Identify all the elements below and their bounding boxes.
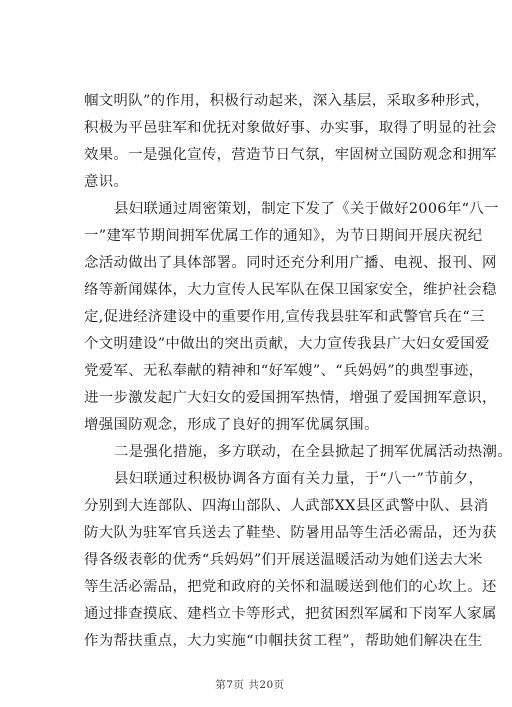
page-number-footer: 第7页 共20页 (215, 679, 285, 691)
text-line: 进一步激发起广大妇女的爱国拥军热情，增强了爱国拥军意识， (84, 390, 497, 406)
text-line: 积极为平邑驻军和优抚对象做好事、办实事，取得了明显的社会 (84, 120, 497, 136)
paragraph-first-line: 县妇联通过周密策划，制定下发了《关于做好2006年“八一 (114, 201, 499, 217)
text-line: 通过排查摸底、建档立卡等形式，把贫困烈军属和下岗军人家属 (84, 606, 497, 622)
text-line: 效果。一是强化宣传，营造节日气氛，牢固树立国防观念和拥军 (84, 147, 497, 163)
text-line: 络等新闻媒体，大力宣传人民军队在保卫国家安全，维护社会稳 (84, 282, 497, 298)
text-line: 等生活必需品，把党和政府的关怀和温暖送到他们的心坎上。还 (84, 579, 497, 595)
text-line: 意识。 (84, 174, 129, 190)
text-line: 念活动做出了具体部署。同时还充分利用广播、电视、报刊、网 (84, 255, 497, 271)
text-line: 作为帮扶重点，大力实施“巾帼扶贫工程”，帮助她们解决在生 (84, 633, 483, 649)
text-line: 分别到大连部队、四海山部队、人武部XX县区武警中队、县消 (84, 498, 489, 514)
body-text (84, 88, 512, 655)
text-line: 增强国防观念，形成了良好的拥军优属氛围。 (84, 417, 379, 433)
text-line: 定,促进经济建设中的重要作用,宣传我县驻军和武警官兵在“三 (84, 309, 485, 325)
text-line: 个文明建设”中做出的突出贡献，大力宣传我县广大妇女爱国爱 (84, 336, 490, 352)
text-line: 党爱军、无私奉献的精神和“好军嫂”、“兵妈妈”的典型事迹， (84, 363, 484, 379)
text-line: 得各级表彰的优秀“兵妈妈”们开展送温暖活动为她们送去大米 (84, 552, 483, 568)
paragraph-first-line: 县妇联通过积极协调各方面有关力量，于“八一”节前夕， (114, 471, 484, 487)
text-line: 防大队为驻军官兵送去了鞋垫、防暑用品等生活必需品，还为获 (84, 525, 497, 541)
text-line: 帼文明队”的作用，积极行动起来，深入基层，采取多种形式， (84, 93, 490, 109)
section-heading-line: 二是强化措施，多方联动，在全县掀起了拥军优属活动热潮。 (114, 444, 512, 460)
text-line: 一”建军节期间拥军优属工作的通知》，为节日期间开展庆祝纪 (84, 228, 483, 244)
